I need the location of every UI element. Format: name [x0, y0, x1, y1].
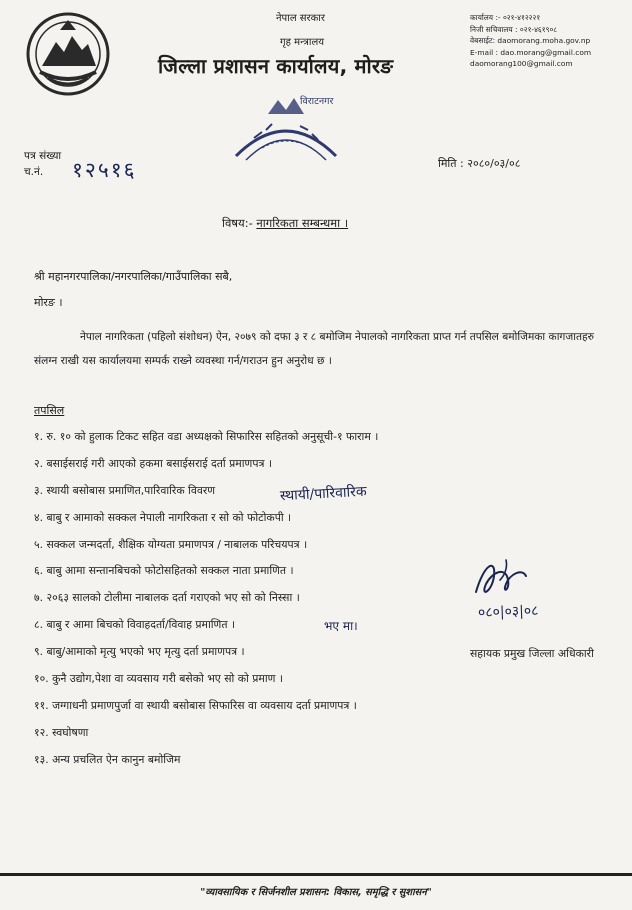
body-paragraph: नेपाल नागरिकता (पहिलो संशोधन) ऐन, २०७९ को दफा ३ र ८ बमोजिम नेपालको नागरिकता प्राप्त गर्न तपसिल बमोजिमका कागजातहरु संलग्न राखी यस कार्यालयमा सम्पर्क राख्ने व्यवस्था गर्न/गराउन हुन अनुरोध छ ।	[34, 331, 594, 367]
subject-line	[222, 216, 348, 231]
recipient-line-2: मोरङ ।	[34, 296, 63, 309]
list-item: ११. जग्गाधनी प्रमाणपुर्जा वा स्थायी बसोबास सिफारिस वा व्यवसाय दर्ता प्रमाणपत्र ।	[34, 698, 357, 712]
list-item: १२. स्वघोषणा	[34, 725, 89, 739]
ministry-name: गृह मन्त्रालय	[280, 37, 325, 48]
list-item: १. रु. १० को हुलाक टिकट सहित वडा अध्यक्षको सिफारिस सहितको अनुसूची-१ फाराम ।	[34, 430, 379, 443]
contact-office-phone: कार्यालय :- ०२१-४१२२२१	[470, 13, 541, 22]
list-item: १०. कुनै उद्योग,पेशा वा व्यवसाय गरी बसेको भए सो को प्रमाण ।	[34, 672, 283, 686]
nepal-government-emblem-icon	[26, 12, 110, 96]
signature-date: ०८०|०३|०८	[477, 602, 539, 622]
letter-number-label: पत्र संख्या	[24, 150, 62, 162]
signature-icon	[466, 554, 534, 606]
footer-divider	[0, 873, 632, 876]
signatory-title: सहायक प्रमुख जिल्ला अधिकारी	[470, 647, 594, 660]
letter-date	[438, 156, 520, 171]
dispatch-number: १२५१६	[72, 158, 137, 182]
details-heading: तपसिल	[34, 404, 65, 417]
list-item: ६. बाबु आमा सन्तानबिचको फोटोसहितको सक्कल नाता प्रमाणित ।	[34, 564, 294, 578]
list-item: ३. स्थायी बसोबास प्रमाणित,पारिवारिक विवरण	[34, 483, 216, 497]
contact-email-alt: daomorang100@gmail.com	[470, 59, 573, 68]
contact-email: E-mail : dao.morang@gmail.com	[470, 47, 592, 57]
recipient-line-1: श्री महानगरपालिका/नगरपालिका/गाउँपालिका सबै,	[34, 270, 233, 283]
letter-number-labels	[24, 148, 61, 180]
stamp-city: विराटनगर	[300, 96, 334, 107]
list-item: ४. बाबु र आमाको सक्कल नेपाली नागरिकता र सो को फोटोकपी ।	[34, 510, 292, 524]
handwritten-note-item-3: स्थायी/पारिवारिक	[279, 483, 368, 505]
list-item: ७. २०६३ सालको टोलीमा नाबालक दर्ता गराएको भए सो को निस्सा ।	[34, 591, 300, 605]
recipient-block	[34, 264, 232, 316]
requirements-list	[34, 426, 378, 776]
subject-text: नागरिकता सम्बन्धमा ।	[256, 216, 349, 230]
contact-block	[470, 12, 591, 70]
contact-secretariat-phone: निजी सचिवालय : ०२१-४६१९०८	[470, 24, 558, 34]
date-label: मिति :	[438, 157, 464, 170]
list-item: ९. बाबु/आमाको मृत्यु भएको भए मृत्यु दर्ता प्रमाणपत्र ।	[34, 645, 245, 659]
handwritten-note-item-8: भए मा।	[324, 619, 358, 633]
date-value: २०८०/०३/०८	[467, 157, 521, 170]
dispatch-number-label: च.नं.	[24, 166, 44, 178]
list-item: ५. सक्कल जन्मदर्ता, शैक्षिक योग्यता प्रमाणपत्र / नाबालक परिचयपत्र ।	[34, 537, 308, 551]
government-name: नेपाल सरकार	[276, 13, 325, 24]
list-item: १३. अन्य प्रचलित ऐन कानुन बमोजिम	[34, 752, 181, 766]
subject-label: विषय:-	[222, 216, 253, 230]
footer-slogan: "व्यावसायिक र सिर्जनशील प्रशासन: विकास, समृद्धि र सुशासन"	[200, 887, 432, 898]
list-item: ८. बाबु र आमा बिचको विवाहदर्ता/विवाह प्रमाणित ।	[34, 618, 236, 632]
contact-website: वेबसाईट: daomorang.moha.gov.np	[470, 36, 591, 45]
list-item: २. बसाईसराई गरी आएको हकमा बसाईसराई दर्ता प्रमाणपत्र ।	[34, 456, 272, 470]
office-title: जिल्ला प्रशासन कार्यालय, मोरङ	[158, 54, 394, 78]
